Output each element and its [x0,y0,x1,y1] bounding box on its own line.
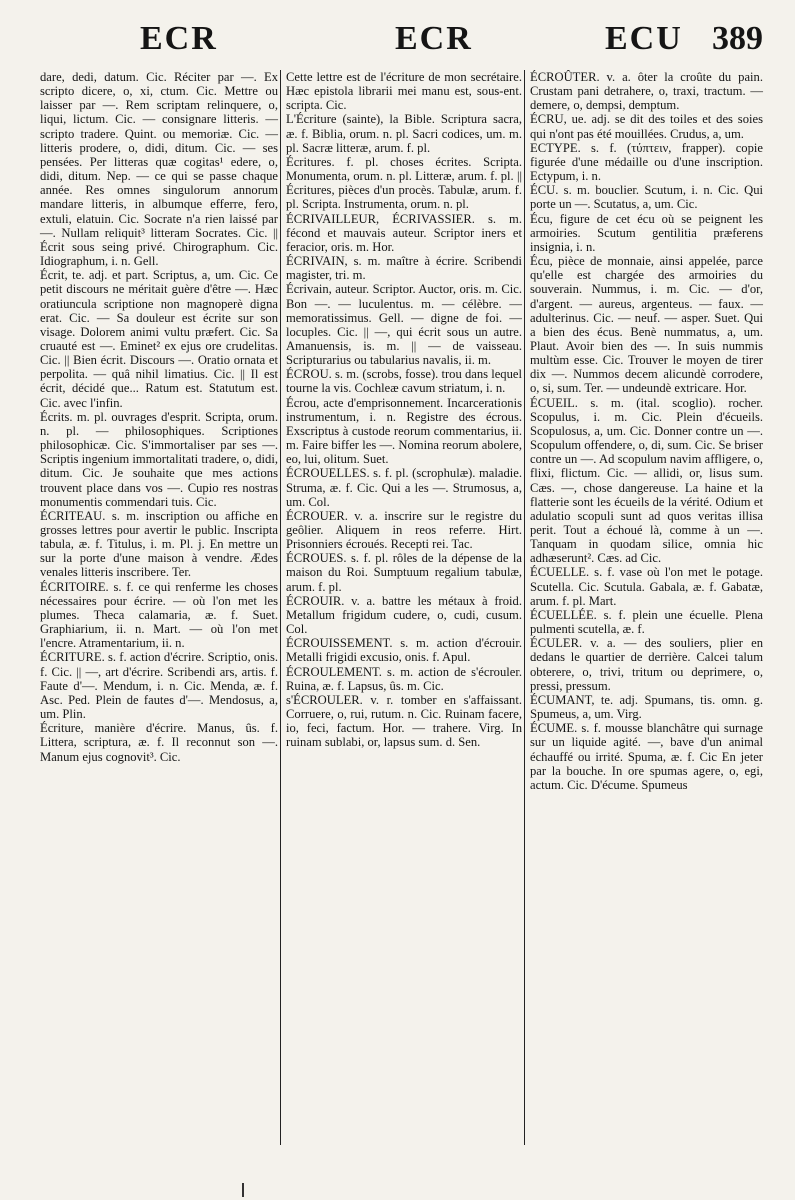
column-3 [530,70,763,792]
dictionary-entry: ÉCU. s. m. bouclier. Scutum, i. n. Cic. Qui porte un —. Scutatus, a, um. Cic. [530,183,763,212]
dictionary-entry: Écu, pièce de monnaie, ainsi appelée, parce qu'elle est chargée des armoiries du souverain. Nummus, i. m. Cic. — d'or, d'argent. — aureus, argenteus. — faux. — adulterinus. Cic. — neuf. — asper. Suet. Qui a bien des écus. Benè nummatus, a, um. Plaut. Avoir bien des —. In suis nummis multùm esse. Cic. Trouver le moyen de tirer dix —. Nummos decem alicundè corrodere, o, si, sum. Ter. — undeundè extricare. Hor. [530,254,763,396]
running-head-left: ECR [140,20,218,57]
dictionary-entry: ÉCRITEAU. s. m. inscription ou affiche en grosses lettres pour avertir le public. Inscripta tabula, æ. f. Titulus, i. m. Pl. j. En mettre un sur la porte d'une maison à vendre. Ædes venales litteris inscribere. Ter. [40,508,278,580]
page-number: 389 [712,20,763,57]
dictionary-entry: ÉCRIVAIN, s. m. maître à écrire. Scribendi magister, tri. m. [286,254,522,283]
dictionary-entry: dare, dedi, datum. Cic. Réciter par —. Ex scripto dicere, o, xi, ctum. Cic. Mettre ou laisser par —. Rem scriptam relinquere, o, liqui, lictum. Cic. — consignare litteris. — scripto tradere. Quint. ou memoriæ. Cic. — litteris prodere, o, didi, ditum. Cic. — ses pensées. Per litteras quæ cogitas¹ edere, o, didi, ditum. Nep. — ce qui se passe chaque année. Res omnes singulorum annorum mandare litteris, in albumque efferre, fero, extuli, elatuin. Cic. Socrate n'a rien laissé par—. Nullam reliquit³ litteram Socrates. Cic. || Écrit sous seing privé. Chirographum. Cic. Idiographum, i. n. Gell. [40,70,278,269]
dictionary-entry: ÉCRITOIRE. s. f. ce qui renferme les choses nécessaires pour écrire. — où l'on met les plumes. Theca calamaria, æ. f. Suet. Graphiarium, ii. n. Mart. — où l'on met l'encre. Atramentarium, ii. n. [40,579,278,651]
dictionary-entry: ÉCRIVAILLEUR, ÉCRIVASSIER. s. m. fécond et mauvais auteur. Scriptor iners et feracior, oris. m. Hor. [286,211,522,254]
dictionary-entry: Écu, figure de cet écu où se peignent les armoiries. Scutum gentilitia præferens insignia, i. n. [530,211,763,254]
dictionary-entry: ÉCROUISSEMENT. s. m. action d'écrouir. Metalli frigidi excusio, onis. f. Apul. [286,636,522,665]
dictionary-entry: Écrit, te. adj. et part. Scriptus, a, um. Cic. Ce petit discours ne méritait guère d'être —. Hæc oratiuncula scriptione non magnoperè digna erat. Cic. — Sa douleur est écrite sur son visage. Dolorem animi vultu præfert. Cic. Sa cruauté est —. Eminet² ex ejus ore crudelitas. Cic. || Bien écrit. Discours —. Oratio ornata et perpolita. — quâ nihil limatius. Cic. || Il est écrit, décidé que... Ratum est. Statutum est. Cic. avec l'infin. [40,268,278,410]
dictionary-entry: ÉCROUES. s. f. pl. rôles de la dépense de la maison du Roi. Sumptuum regalium tabulæ, arum. f. pl. [286,551,522,594]
dictionary-entry: ÉCUELLE. s. f. vase où l'on met le potage. Scutella. Cic. Scutula. Gabala, æ. f. Gabatæ, arum. f. pl. Mart. [530,565,763,608]
dictionary-entry: ÉCROUELLES. s. f. pl. (scrophulæ). maladie. Struma, æ. f. Cic. Qui a les —. Strumosus, a, um. Col. [286,466,522,509]
dictionary-entry: Écritures. f. pl. choses écrites. Scripta. Monumenta, orum. n. pl. Litteræ, arum. f. pl. || Écritures, pièces d'un procès. Tabulæ, arum. f. pl. Scripta. Instrumenta, orum. n. pl. [286,154,522,212]
dictionary-entry: Écrivain, auteur. Scriptor. Auctor, oris. m. Cic. Bon —. — luculentus. m. — célèbre. — memoratissimus. Gell. — digne de foi. — locuples. Cic. || —, qui écrit sous un autre. Amanuensis, is. m. || — de vaisseau. Scripturarius ou tabularius navalis, ii. m. [286,282,522,368]
running-head-right: ECU [605,20,683,57]
page-header [40,14,765,60]
bottom-margin-mark [242,1183,244,1197]
dictionary-entry: Cette lettre est de l'écriture de mon secrétaire. Hæc epistola librarii mei manu est, sous-ent. scripta. Cic. [286,70,522,113]
dictionary-entry: ÉCULER. v. a. — des souliers, plier en dedans le quartier de derrière. Calcei talum obterere, o, trivi, tritum ou deprimere, o, pressi, pressum. [530,636,763,693]
dictionary-entry: ÉCROÛTER. v. a. ôter la croûte du pain. Crustam pani detrahere, o, traxi, tractum. — demere, o, dempsi, demptum. [530,70,763,113]
dictionary-entry: Écrou, acte d'emprisonnement. Incarcerationis instrumentum, i. n. Registre des écrous. Exscriptus à custode reorum commentarius, ii. m. Faire biffer les —. Nomina reorum abolere, eo, lui, olitum. Suet. [286,395,522,467]
column-divider-1 [280,70,281,1145]
dictionary-entry: ÉCROUIR. v. a. battre les métaux à froid. Metallum frigidum cudere, o, cudi, cusum. Col. [286,593,522,637]
dictionary-entry: Écriture, manière d'écrire. Manus, ûs. f. Littera, scriptura, æ. f. Il reconnut son —. Manum ejus cognovit³. Cic. [40,721,278,764]
dictionary-entry: ÉCRU, ue. adj. se dit des toiles et des soies qui n'ont pas été mouillées. Crudus, a, um. [530,112,763,141]
dictionary-entry: ECTYPE. s. f. (τύπτειν, frapper). copie figurée d'une médaille ou d'une inscription. Ectypum, i. n. [530,140,763,184]
dictionary-entry: Écrits. m. pl. ouvrages d'esprit. Scripta, orum. n. pl. — philosophiques. Scriptiones philosophicæ. Cic. S'immortaliser par ses —. Scriptis ingenium immortalitati tradere, o, didi, ditum. Cic. Je souhaite que mes actions trouvent place dans vos —. Cupio res nostras monumentis commendari tuis. Cic. [40,409,278,509]
dictionary-entry: s'ÉCROULER. v. r. tomber en s'affaissant. Corruere, o, rui, rutum. n. Cic. Ruinam facere, io, feci, factum. Hor. — trahere. Virg. In ruinam sublabi, or, lapsus sum. d. Sen. [286,692,522,750]
dictionary-entry: ÉCROU. s. m. (scrobs, fosse). trou dans lequel tourne la vis. Cochleæ cavum striatum, i. n. [286,367,522,396]
column-divider-2 [524,70,525,1145]
dictionary-entry: ÉCROULEMENT. s. m. action de s'écrouler. Ruina, æ. f. Lapsus, ûs. m. Cic. [286,664,522,693]
dictionary-entry: ÉCUMANT, te. adj. Spumans, tis. omn. g. Spumeus, a, um. Virg. [530,692,763,722]
running-head-middle: ECR [395,20,473,57]
dictionary-entry: ÉCUELLÉE. s. f. plein une écuelle. Plena pulmenti scutella, æ. f. [530,607,763,637]
dictionary-entry: ÉCROUER. v. a. inscrire sur le registre du geôlier. Aliquem in reos referre. Hirt. Prisonniers écroués. Recepti rei. Tac. [286,508,522,552]
dictionary-entry: ÉCUEIL. s. m. (ital. scoglio). rocher. Scopulus, i. m. Cic. Plein d'écueils. Scopulosus, a, um. Cic. Donner contre un —. Scopulum offendere, o, di, sum. Cic. Se briser contre un —. Ad scopulum navim affligere, o, flixi, flictum. Cic. — allidi, or, lisus sum. Cæs. —, chose dangereuse. La haine et la flatterie sont les écueils de la vérité. Odium et adulatio scopuli sunt ad quos veritas illisa perit. Tout a échoué là, comme à un —. Tanquam in quodam silice, omnia hic adhæserunt². Cæs. ad Cic. [530,395,763,566]
column-1 [40,70,278,764]
column-2 [286,70,522,750]
dictionary-entry: ÉCUME. s. f. mousse blanchâtre qui surnage sur un liquide agité. —, bave d'un animal échauffé ou irrité. Spuma, æ. f. Cic En jeter par la bouche. In ore spumas agere, o, egi, actum. Cic. D'écume. Spumeus [530,721,763,792]
dictionary-entry: L'Écriture (sainte), la Bible. Scriptura sacra, æ. f. Biblia, orum. n. pl. Sacri codices, um. m. pl. Sacræ litteræ, arum. f. pl. [286,112,522,155]
dictionary-entry: ÉCRITURE. s. f. action d'écrire. Scriptio, onis. f. Cic. || —, art d'écrire. Scribendi ars, artis. f. Faute d'—. Mendum, i. n. Cic. Menda, æ. f. Asc. Ped. Plein de fautes d'—. Mendosus, a, um. Plin. [40,650,278,722]
